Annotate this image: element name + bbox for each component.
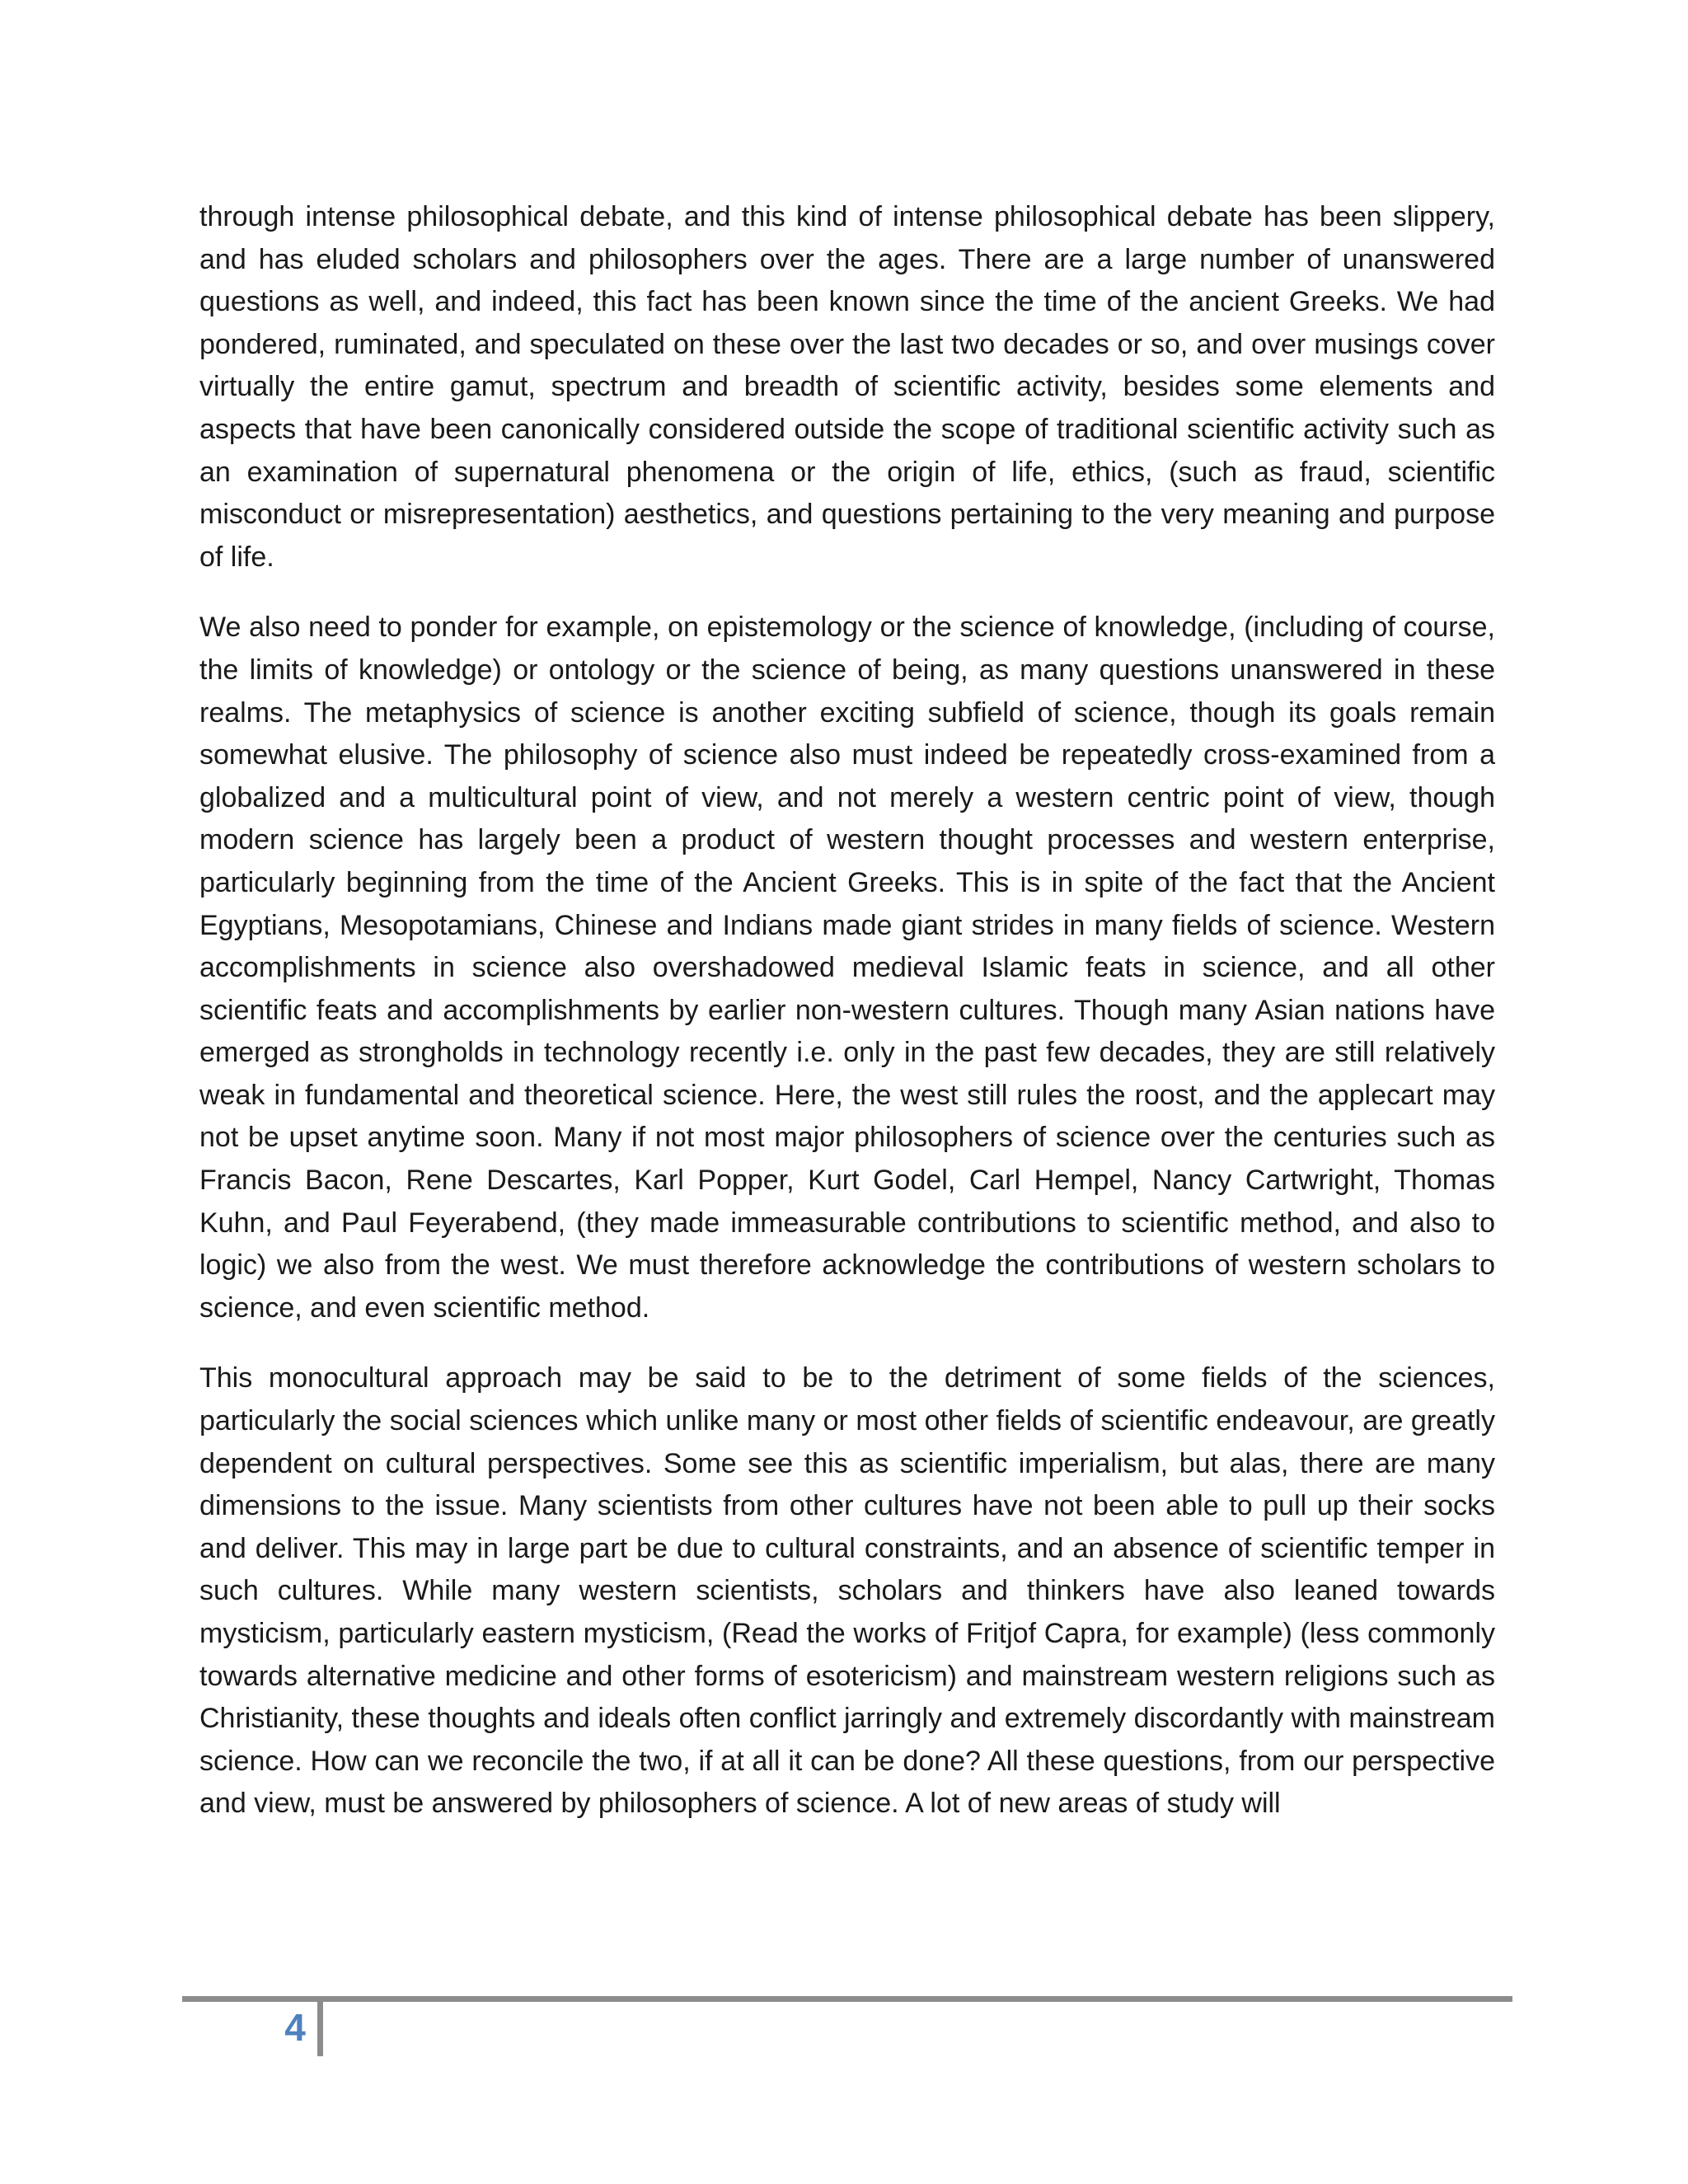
- page-body: [199, 196, 1495, 1854]
- body-paragraph-3: This monocultural approach may be said to be to the detriment of some fields of the sciences, particularly the social sciences which unlike many or most other fields of scientific endeavour, are greatly dependent on cultural perspectives. Some see this as scientific imperialism, but alas, there are many dimensions to the issue. Many scientists from other cultures have not been able to pull up their socks and deliver. This may in large part be due to cultural constraints, and an absence of scientific temper in such cultures. While many western scientists, scholars and thinkers have also leaned towards mysticism, particularly eastern mysticism, (Read the works of Fritjof Capra, for example) (less commonly towards alternative medicine and other forms of esotericism) and mainstream western religions such as Christianity, these thoughts and ideals often conflict jarringly and extremely discordantly with mainstream science. How can we reconcile the two, if at all it can be done? All these questions, from our perspective and view, must be answered by philosophers of science. A lot of new areas of study will: [199, 1362, 1495, 1820]
- body-paragraph-1: through intense philosophical debate, and this kind of intense philosophical debate has been slippery, and has eluded scholars and philosophers over the ages. There are a large number of unanswered questions as well, and indeed, this fact has been known since the time of the ancient Greeks. We had pondered, ruminated, and speculated on these over the last two decades or so, and over musings cover virtually the entire gamut, spectrum and breadth of scientific activity, besides some elements and aspects that have been canonically considered outside the scope of traditional scientific activity such as an examination of supernatural phenomena or the origin of life, ethics, (such as fraud, scientific misconduct or misrepresentation) aesthetics, and questions pertaining to the very meaning and purpose of life.: [199, 201, 1495, 573]
- page-number: 4: [284, 2006, 306, 2049]
- body-paragraph-2: We also need to ponder for example, on epistemology or the science of knowledge, (including of course, the limits of knowledge) or ontology or the science of being, as many questions unanswered in these realms. The metaphysics of science is another exciting subfield of science, though its goals remain somewhat elusive. The philosophy of science also must indeed be repeatedly cross-examined from a globalized and a multicultural point of view, and not merely a western centric point of view, though modern science has largely been a product of western thought processes and western enterprise, particularly beginning from the time of the Ancient Greeks. This is in spite of the fact that the Ancient Egyptians, Mesopotamians, Chinese and Indians made giant strides in many fields of science. Western accomplishments in science also overshadowed medieval Islamic feats in science, and all other scientific feats and accomplishments by earlier non-western cultures. Though many Asian nations have emerged as strongholds in technology recently i.e. only in the past few decades, they are still relatively weak in fundamental and theoretical science. Here, the west still rules the roost, and the applecart may not be upset anytime soon. Many if not most major philosophers of science over the centuries such as Francis Bacon, Rene Descartes, Karl Popper, Kurt Godel, Carl Hempel, Nancy Cartwright, Thomas Kuhn, and Paul Feyerabend, (they made immeasurable contributions to scientific method, and also to logic) we also from the west. We must therefore acknowledge the contributions of western scholars to science, and even scientific method.: [199, 612, 1495, 1324]
- footer-divider: [317, 1998, 323, 2056]
- footer-rule: [182, 1996, 1512, 2002]
